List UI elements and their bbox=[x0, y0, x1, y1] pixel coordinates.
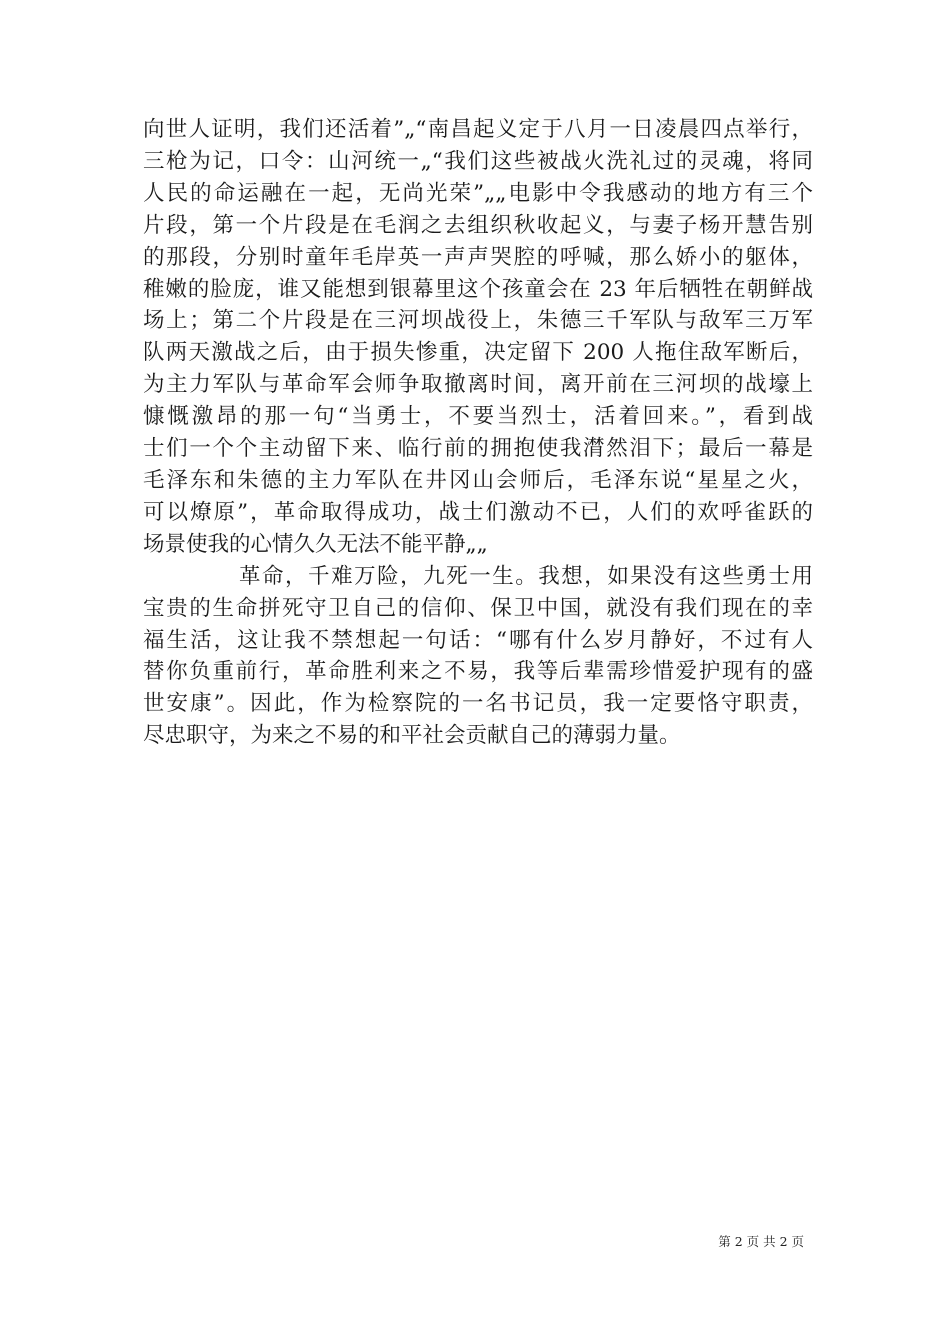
text-line: 毛泽东和朱德的主力军队在井冈山会师后，毛泽东说“星星之火， bbox=[143, 467, 813, 493]
text-line: 慷慨激昂的那一句“当勇士，不要当烈士，活着回来。”，看到战 bbox=[143, 404, 813, 430]
text-line: 场景使我的心情久久无法不能平静„„ bbox=[143, 531, 488, 557]
text-line: 福生活，这让我不禁想起一句话：“哪有什么岁月静好，不过有人 bbox=[143, 627, 813, 653]
page-number: 第 2 页 共 2 页 bbox=[718, 1234, 804, 1249]
text-line: 为主力军队与革命军会师争取撤离时间，离开前在三河坝的战壕上 bbox=[143, 372, 813, 398]
text-line: 稚嫩的脸庞，谁又能想到银幕里这个孩童会在 23 年后牺牲在朝鲜战 bbox=[143, 276, 813, 302]
text-line: 替你负重前行，革命胜利来之不易，我等后辈需珍惜爱护现有的盛 bbox=[143, 659, 813, 685]
text-line: 士们一个个主动留下来、临行前的拥抱使我潸然泪下；最后一幕是 bbox=[143, 436, 813, 462]
body-text bbox=[143, 114, 813, 752]
text-line: 世安康”。因此，作为检察院的一名书记员，我一定要恪守职责， bbox=[143, 691, 813, 717]
text-line: 宝贵的生命拼死守卫自己的信仰、保卫中国，就没有我们现在的幸 bbox=[143, 595, 813, 621]
text-line: 可以燎原”，革命取得成功，战士们激动不已，人们的欢呼雀跃的 bbox=[143, 499, 813, 525]
text-line: 向世人证明，我们还活着”„“南昌起义定于八月一日凌晨四点举行， bbox=[143, 117, 813, 142]
text-line: 革命，千难万险，九死一生。我想，如果没有这些勇士用 bbox=[239, 563, 813, 589]
text-line: 尽忠职守，为来之不易的和平社会贡献自己的薄弱力量。 bbox=[143, 723, 681, 749]
text-line: 场上；第二个片段是在三河坝战役上，朱德三千军队与敌军三万军 bbox=[143, 308, 813, 334]
text-line: 的那段，分别时童年毛岸英一声声哭腔的呼喊，那么娇小的躯体， bbox=[143, 244, 813, 270]
text-line: 人民的命运融在一起，无尚光荣”„„电影中令我感动的地方有三个 bbox=[143, 180, 813, 206]
text-line: 队两天激战之后，由于损失惨重，决定留下 200 人拖住敌军断后， bbox=[143, 340, 813, 366]
text-line: 三枪为记，口令：山河统一„“我们这些被战火洗礼过的灵魂，将同 bbox=[143, 148, 813, 174]
text-line: 片段，第一个片段是在毛润之去组织秋收起义，与妻子杨开慧告别 bbox=[143, 212, 813, 238]
